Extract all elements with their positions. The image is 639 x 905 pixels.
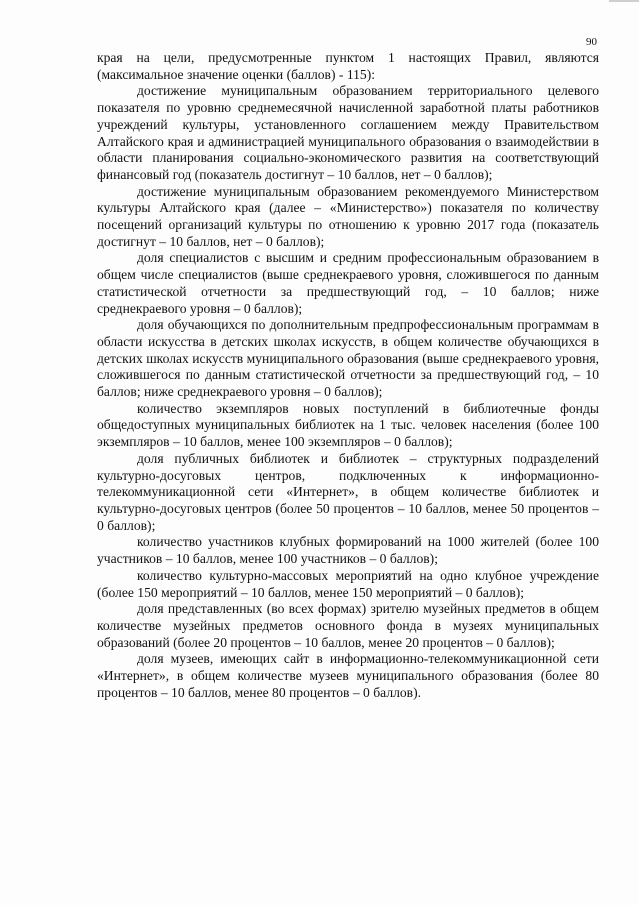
document-body [97,50,599,701]
paragraph-criterion-specialists: доля специалистов с высшим и средним профессиональным образованием в общем числе специалистов (выше среднекраевого уровня, сложившегося по данным статистической отчетности за предшествующий год, – 10 баллов; ниже среднекраевого уровня – 0 баллов); [97,250,599,316]
paragraph-criterion-internet-libraries: доля публичных библиотек и библиотек – структурных подразделений культурно-досуговых центров, подключенных к информационно-телекоммуникационной сети «Интернет», в общем количестве библиотек и культурно-досуговых центров (более 50 процентов – 10 баллов, менее 50 процентов – 0 баллов); [97,450,599,533]
paragraph-criterion-visits: достижение муниципальным образованием рекомендуемого Министерством культуры Алтайского края (далее – «Министерство») показателя по количеству посещений организаций культуры по отношению к уровню 2017 года (показатель достигнут – 10 баллов, нет – 0 баллов); [97,183,599,249]
paragraph-criterion-art-students: доля обучающихся по дополнительным предпрофессиональным программам в области искусства в детских школах искусств, в общем количестве обучающихся в детских школах искусств муниципального образования (выше среднекраевого уровня, сложившегося по данным статистической отчетности за предшествующий год, – 10 баллов; ниже среднекраевого уровня – 0 баллов); [97,317,599,400]
page-number: 90 [586,36,597,48]
paragraph-criterion-salary: достижение муниципальным образованием территориального целевого показателя по уровню среднемесячной начисленной заработной платы работников учреждений культуры, установленного соглашением между Правительством Алтайского края и администрацией муниципального образования о взаимодействии в области планирования социально-экономического развития на соответствующий финансовый год (показатель достигнут – 10 баллов, нет – 0 баллов); [97,83,599,182]
scan-edge-mark [609,0,639,2]
paragraph-criterion-club-events: количество культурно-массовых мероприятий на одно клубное учреждение (более 150 мероприятий – 10 баллов, менее 150 мероприятий – 0 баллов); [97,567,599,600]
paragraph-criterion-library-acquisitions: количество экземпляров новых поступлений в библиотечные фонды общедоступных муниципальных библиотек на 1 тыс. человек населения (более 100 экземпляров – 10 баллов, менее 100 экземпляров – 0 баллов); [97,400,599,450]
paragraph-criterion-museum-websites: доля музеев, имеющих сайт в информационно-телекоммуникационной сети «Интернет», в общем количестве музеев муниципального образования (более 80 процентов – 10 баллов, менее 80 процентов – 0 баллов). [97,651,599,700]
paragraph-intro-continuation: края на цели, предусмотренные пунктом 1 настоящих Правил, являются (максимальное значение оценки (баллов) - 115): [97,50,599,82]
paragraph-criterion-museum-exhibits: доля представленных (во всех формах) зрителю музейных предметов в общем количестве музейных предметов основного фонда в музеях муниципальных образований (более 20 процентов – 10 баллов, менее 20 процентов – 0 баллов); [97,601,599,650]
paragraph-criterion-club-participants: количество участников клубных формирований на 1000 жителей (более 100 участников – 10 баллов, менее 100 участников – 0 баллов); [97,534,599,567]
